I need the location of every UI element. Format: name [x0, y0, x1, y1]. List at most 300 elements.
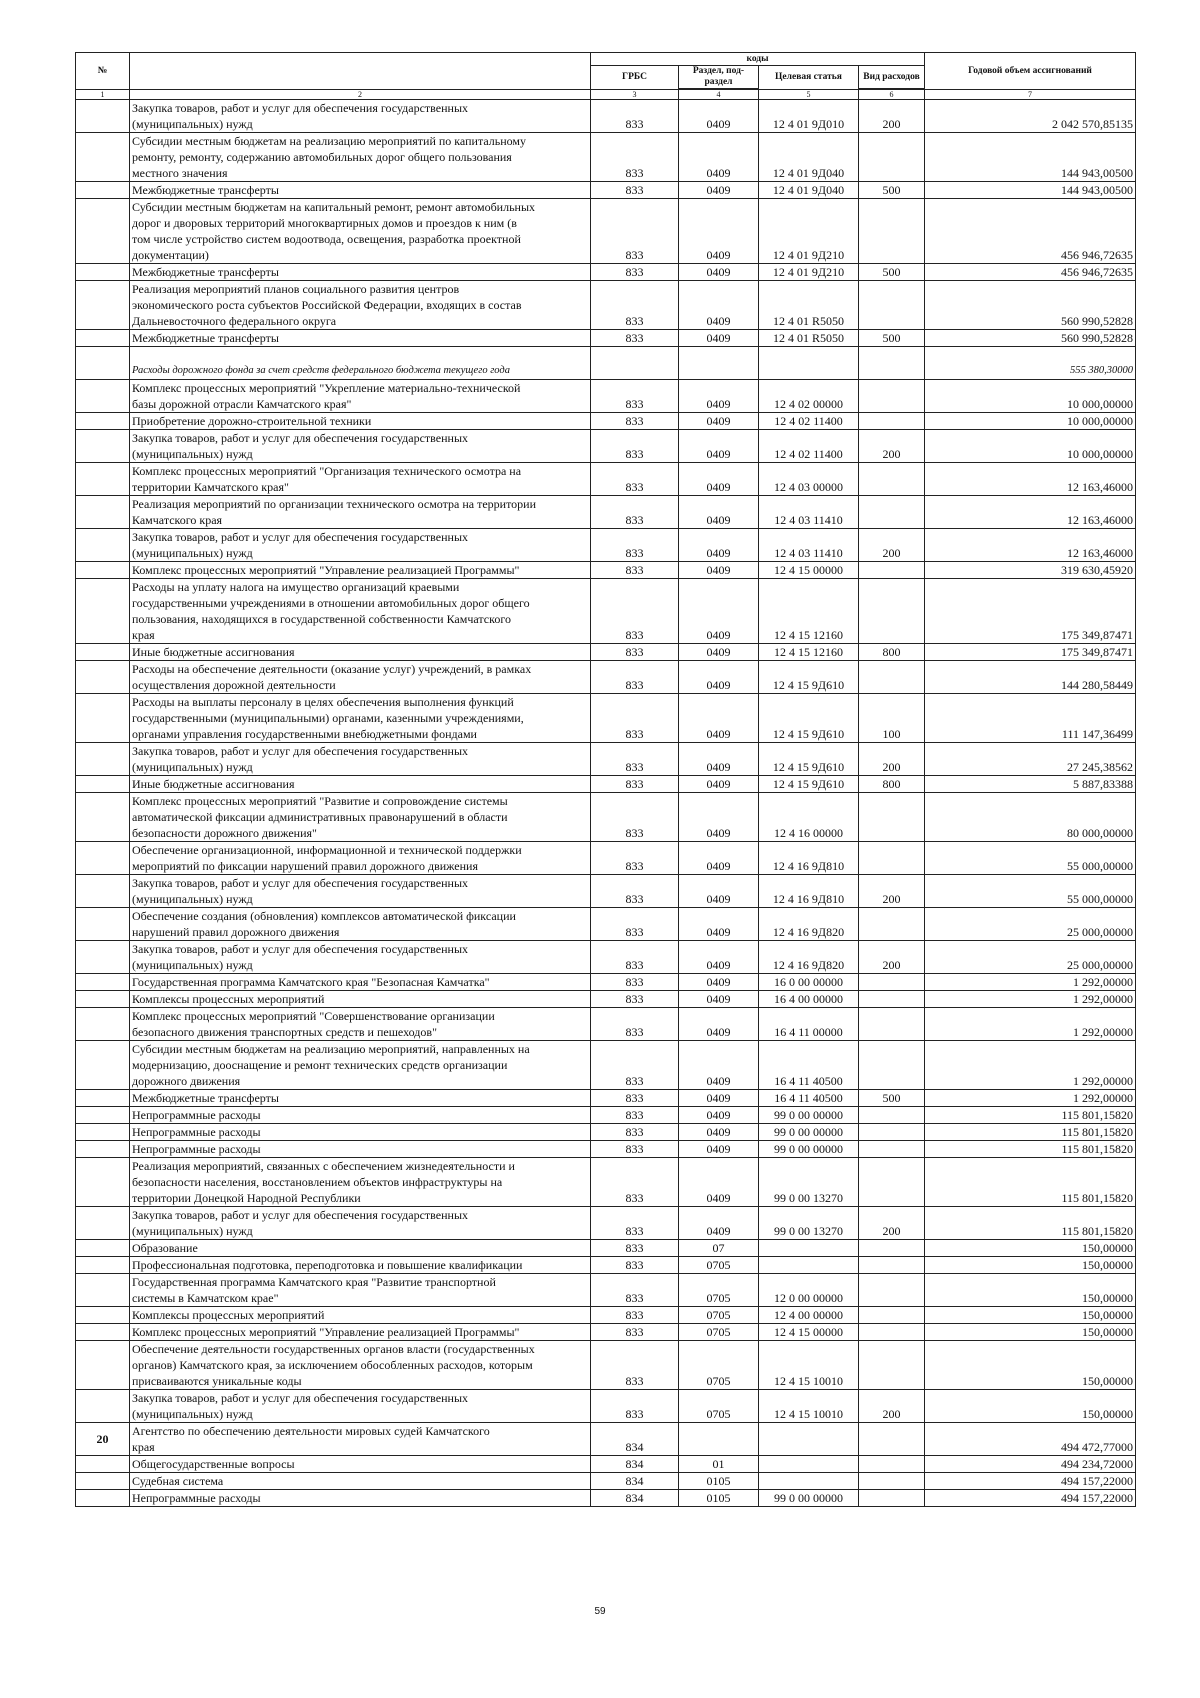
row-type [859, 1240, 925, 1257]
row-target: 16 4 11 40500 [759, 1041, 859, 1090]
row-target: 12 4 02 11400 [759, 413, 859, 430]
table-row [76, 1257, 1136, 1274]
row-target: 16 0 00 00000 [759, 974, 859, 991]
table-row [76, 1008, 1136, 1041]
row-number [76, 1257, 130, 1274]
row-number [76, 1390, 130, 1423]
row-name [130, 529, 591, 562]
row-grbs: 833 [591, 793, 679, 842]
row-name [130, 661, 591, 694]
row-amount: 494 157,22000 [925, 1490, 1136, 1507]
row-target: 12 4 15 10010 [759, 1341, 859, 1390]
row-name-line: дорог и дворовых территорий многоквартирных домов и проездов к ним (в [132, 216, 517, 230]
table-row [76, 1141, 1136, 1158]
row-number [76, 1158, 130, 1207]
header-type: Вид расходов [859, 66, 925, 89]
row-grbs: 833 [591, 1240, 679, 1257]
header-section: Раздел, под-раздел [679, 66, 759, 89]
row-name [130, 644, 591, 661]
row-name [130, 1107, 591, 1124]
row-name [130, 347, 591, 380]
row-name-line: модернизацию, дооснащение и ремонт технических средств организации [132, 1058, 508, 1072]
table-row [76, 694, 1136, 743]
row-grbs: 833 [591, 529, 679, 562]
row-name-line: Государственная программа Камчатского края "Безопасная Камчатка" [132, 975, 490, 989]
row-name [130, 991, 591, 1008]
table-header [76, 53, 1136, 100]
table-row [76, 1456, 1136, 1473]
row-amount: 555 380,30000 [925, 347, 1136, 380]
row-name-line: Межбюджетные трансферты [132, 331, 279, 345]
row-target: 12 4 16 00000 [759, 793, 859, 842]
row-type [859, 496, 925, 529]
row-name-line: (муниципальных) нужд [132, 1224, 253, 1238]
row-target: 12 4 15 00000 [759, 1324, 859, 1341]
row-name [130, 264, 591, 281]
row-type [859, 1324, 925, 1341]
row-target: 99 0 00 00000 [759, 1107, 859, 1124]
row-section: 0409 [679, 264, 759, 281]
row-amount: 150,00000 [925, 1240, 1136, 1257]
row-amount: 144 943,00500 [925, 133, 1136, 182]
table-row [76, 463, 1136, 496]
row-type: 200 [859, 875, 925, 908]
header-amount: Годовой объем ассигнований [925, 53, 1136, 90]
row-name-line: территории Камчатского края" [132, 480, 289, 494]
row-name-line: Непрограммные расходы [132, 1142, 261, 1156]
table-row [76, 496, 1136, 529]
row-name-line [132, 347, 588, 363]
row-amount: 5 887,83388 [925, 776, 1136, 793]
table-row [76, 1490, 1136, 1507]
row-name [130, 463, 591, 496]
row-name-line: местного значения [132, 166, 228, 180]
row-name-line: Закупка товаров, работ и услуг для обеспечения государственных [132, 431, 469, 445]
row-grbs: 833 [591, 562, 679, 579]
row-target: 99 0 00 00000 [759, 1124, 859, 1141]
row-name [130, 1158, 591, 1207]
row-name [130, 842, 591, 875]
row-name-line: присваиваются уникальные коды [132, 1374, 302, 1388]
table-row [76, 330, 1136, 347]
row-amount: 150,00000 [925, 1257, 1136, 1274]
row-name-line: том числе устройство систем водоотвода, освещения, разработка проектной [132, 232, 521, 246]
table-row [76, 1307, 1136, 1324]
row-target: 12 4 16 9Д820 [759, 908, 859, 941]
table-row [76, 281, 1136, 330]
row-name-line: Межбюджетные трансферты [132, 183, 279, 197]
table-row [76, 1207, 1136, 1240]
row-number [76, 562, 130, 579]
row-section: 0409 [679, 1124, 759, 1141]
budget-table [75, 52, 1136, 1507]
row-grbs: 833 [591, 133, 679, 182]
row-amount: 150,00000 [925, 1341, 1136, 1390]
row-section: 0705 [679, 1324, 759, 1341]
row-name-line: Реализация мероприятий по организации технического осмотра на территории [132, 497, 537, 511]
row-type [859, 1124, 925, 1141]
table-row [76, 264, 1136, 281]
row-section: 0409 [679, 974, 759, 991]
table-row [76, 644, 1136, 661]
row-target: 12 4 03 00000 [759, 463, 859, 496]
row-type [859, 579, 925, 644]
row-number [76, 182, 130, 199]
table-row [76, 974, 1136, 991]
row-name-line: Агентство по обеспечению деятельности мировых судей Камчатского [132, 1424, 490, 1438]
row-amount: 144 943,00500 [925, 182, 1136, 199]
row-amount: 80 000,00000 [925, 793, 1136, 842]
table-row [76, 1158, 1136, 1207]
table-row [76, 1124, 1136, 1141]
table-row [76, 743, 1136, 776]
table-row [76, 562, 1136, 579]
row-target: 12 4 15 9Д610 [759, 694, 859, 743]
row-section: 0409 [679, 562, 759, 579]
row-target [759, 1240, 859, 1257]
row-number [76, 941, 130, 974]
budget-sheet [75, 52, 1135, 1507]
row-name-line: нарушений правил дорожного движения [132, 925, 340, 939]
row-number: 20 [76, 1423, 130, 1456]
row-type [859, 562, 925, 579]
row-section: 0409 [679, 100, 759, 133]
row-number [76, 347, 130, 380]
row-amount: 2 042 570,85135 [925, 100, 1136, 133]
row-number [76, 776, 130, 793]
row-type [859, 1141, 925, 1158]
header-target: Целевая статья [759, 66, 859, 90]
row-section: 0409 [679, 430, 759, 463]
row-type [859, 413, 925, 430]
col-number: 5 [759, 90, 859, 100]
row-name-line: дорожного движения [132, 1074, 241, 1088]
header-name [130, 53, 591, 90]
row-amount: 10 000,00000 [925, 430, 1136, 463]
row-name [130, 1490, 591, 1507]
row-grbs: 833 [591, 842, 679, 875]
table-row [76, 1473, 1136, 1490]
row-name-line: Закупка товаров, работ и услуг для обеспечения государственных [132, 942, 469, 956]
row-amount: 150,00000 [925, 1307, 1136, 1324]
row-target: 12 4 01 R5050 [759, 281, 859, 330]
row-name-line: (муниципальных) нужд [132, 546, 253, 560]
row-name-line: Расходы на выплаты персоналу в целях обеспечения выполнения функций [132, 695, 514, 709]
row-section: 0409 [679, 793, 759, 842]
row-type [859, 1423, 925, 1456]
row-grbs: 833 [591, 1041, 679, 1090]
row-section: 0409 [679, 875, 759, 908]
row-name-line: Реализация мероприятий, связанных с обеспечением жизнедеятельности и [132, 1159, 515, 1173]
row-name [130, 496, 591, 529]
row-type: 200 [859, 1390, 925, 1423]
row-amount: 175 349,87471 [925, 579, 1136, 644]
row-name [130, 199, 591, 264]
table-row [76, 991, 1136, 1008]
row-target: 16 4 11 40500 [759, 1090, 859, 1107]
row-type [859, 1456, 925, 1473]
row-name [130, 100, 591, 133]
row-amount: 12 163,46000 [925, 529, 1136, 562]
row-number [76, 1107, 130, 1124]
table-row [76, 793, 1136, 842]
row-target: 16 4 00 00000 [759, 991, 859, 1008]
row-name [130, 743, 591, 776]
row-number [76, 842, 130, 875]
table-row [76, 199, 1136, 264]
row-name-line: органов) Камчатского края, за исключением обособленных расходов, которым [132, 1358, 533, 1372]
row-grbs: 833 [591, 1341, 679, 1390]
table-row [76, 182, 1136, 199]
row-number [76, 743, 130, 776]
row-grbs: 833 [591, 661, 679, 694]
row-grbs: 833 [591, 1124, 679, 1141]
row-type: 500 [859, 1090, 925, 1107]
row-number [76, 974, 130, 991]
table-row [76, 875, 1136, 908]
row-amount: 12 163,46000 [925, 463, 1136, 496]
row-target [759, 1257, 859, 1274]
row-name-line: края [132, 628, 155, 642]
row-type [859, 1490, 925, 1507]
table-row [76, 1274, 1136, 1307]
row-name [130, 413, 591, 430]
row-name-line: Закупка товаров, работ и услуг для обеспечения государственных [132, 530, 469, 544]
row-target: 12 4 15 12160 [759, 579, 859, 644]
row-name [130, 1341, 591, 1390]
row-target: 99 0 00 00000 [759, 1490, 859, 1507]
row-name-line: безопасного движения транспортных средств и пешеходов" [132, 1025, 437, 1039]
table-row [76, 579, 1136, 644]
row-amount: 1 292,00000 [925, 1008, 1136, 1041]
row-type [859, 1257, 925, 1274]
row-section: 0409 [679, 661, 759, 694]
row-grbs: 833 [591, 1008, 679, 1041]
row-name [130, 281, 591, 330]
row-grbs: 833 [591, 1090, 679, 1107]
row-name-line: Субсидии местным бюджетам на реализацию мероприятий, направленных на [132, 1042, 530, 1056]
row-number [76, 1008, 130, 1041]
row-name [130, 562, 591, 579]
row-target: 12 4 15 9Д610 [759, 776, 859, 793]
row-grbs: 833 [591, 743, 679, 776]
row-type [859, 908, 925, 941]
row-grbs: 833 [591, 644, 679, 661]
row-type [859, 1473, 925, 1490]
row-section [679, 347, 759, 380]
row-section: 0705 [679, 1341, 759, 1390]
row-amount: 319 630,45920 [925, 562, 1136, 579]
table-row [76, 529, 1136, 562]
column-numbers [76, 90, 1136, 100]
row-name-line: Реализация мероприятий планов социального развития центров [132, 282, 460, 296]
row-number [76, 529, 130, 562]
row-type [859, 1041, 925, 1090]
row-section [679, 1423, 759, 1456]
table-row [76, 1107, 1136, 1124]
row-number [76, 1240, 130, 1257]
row-name-line: (муниципальных) нужд [132, 958, 253, 972]
row-name [130, 1456, 591, 1473]
row-section: 0705 [679, 1307, 759, 1324]
row-amount: 55 000,00000 [925, 875, 1136, 908]
row-name [130, 330, 591, 347]
row-name [130, 133, 591, 182]
row-name-line: Непрограммные расходы [132, 1125, 261, 1139]
row-grbs: 833 [591, 579, 679, 644]
col-number: 2 [130, 90, 591, 100]
table-row [76, 1324, 1136, 1341]
row-name-line: Непрограммные расходы [132, 1108, 261, 1122]
row-name-line: Закупка товаров, работ и услуг для обеспечения государственных [132, 1208, 469, 1222]
row-name [130, 1041, 591, 1090]
row-type: 800 [859, 776, 925, 793]
row-section: 0409 [679, 694, 759, 743]
row-name [130, 1423, 591, 1456]
row-number [76, 463, 130, 496]
table-body [76, 100, 1136, 1507]
row-name [130, 908, 591, 941]
row-type [859, 1341, 925, 1390]
row-target: 12 4 16 9Д810 [759, 842, 859, 875]
row-target: 12 4 00 00000 [759, 1307, 859, 1324]
row-section: 0105 [679, 1473, 759, 1490]
table-row [76, 1240, 1136, 1257]
row-number [76, 1473, 130, 1490]
table-row [76, 430, 1136, 463]
row-grbs: 833 [591, 1390, 679, 1423]
row-amount: 111 147,36499 [925, 694, 1136, 743]
row-amount: 115 801,15820 [925, 1207, 1136, 1240]
row-amount: 115 801,15820 [925, 1158, 1136, 1207]
row-type [859, 842, 925, 875]
row-amount: 1 292,00000 [925, 974, 1136, 991]
table-row [76, 347, 1136, 380]
page-number: 59 [594, 1606, 606, 1617]
row-section: 0409 [679, 908, 759, 941]
header-grbs: ГРБС [591, 66, 679, 90]
row-name-line: ремонту, ремонту, содержанию автомобильных дорог общего пользования [132, 150, 512, 164]
row-target: 12 4 01 9Д210 [759, 199, 859, 264]
row-grbs: 833 [591, 1324, 679, 1341]
row-name-line: Межбюджетные трансферты [132, 1091, 279, 1105]
table-row [76, 1041, 1136, 1090]
row-name-line: Комплекс процессных мероприятий "Организация технического осмотра на [132, 464, 522, 478]
row-type [859, 380, 925, 413]
row-name-line: Комплексы процессных мероприятий [132, 992, 325, 1006]
row-type [859, 281, 925, 330]
row-name-line: края [132, 1440, 155, 1454]
row-name-line: документации) [132, 248, 209, 262]
row-name [130, 1240, 591, 1257]
row-number [76, 1341, 130, 1390]
row-type [859, 1008, 925, 1041]
row-name-line: Обеспечение создания (обновления) комплексов автоматической фиксации [132, 909, 516, 923]
row-grbs: 833 [591, 694, 679, 743]
row-name [130, 430, 591, 463]
table-row [76, 908, 1136, 941]
row-grbs: 833 [591, 463, 679, 496]
row-section: 0409 [679, 1158, 759, 1207]
row-amount: 175 349,87471 [925, 644, 1136, 661]
row-amount: 10 000,00000 [925, 413, 1136, 430]
row-name [130, 182, 591, 199]
row-grbs: 833 [591, 1274, 679, 1307]
row-amount: 115 801,15820 [925, 1141, 1136, 1158]
table-row [76, 413, 1136, 430]
row-target [759, 1456, 859, 1473]
table-row [76, 661, 1136, 694]
row-name-line: государственными учреждениями в отношении автомобильных дорог общего [132, 596, 530, 610]
row-type [859, 347, 925, 380]
row-type: 800 [859, 644, 925, 661]
row-name-line: Комплекс процессных мероприятий "Развитие и сопровождение системы [132, 794, 508, 808]
row-amount: 25 000,00000 [925, 941, 1136, 974]
row-number [76, 1041, 130, 1090]
row-section: 0409 [679, 1141, 759, 1158]
row-section: 01 [679, 1456, 759, 1473]
row-name [130, 941, 591, 974]
row-name-line: Профессиональная подготовка, переподготовка и повышение квалификации [132, 1258, 523, 1272]
row-grbs: 833 [591, 413, 679, 430]
row-section: 0409 [679, 776, 759, 793]
row-target [759, 347, 859, 380]
row-target: 12 4 03 11410 [759, 496, 859, 529]
row-name [130, 776, 591, 793]
row-section: 0409 [679, 991, 759, 1008]
row-name-line: Иные бюджетные ассигнования [132, 645, 295, 659]
row-number [76, 661, 130, 694]
row-type: 200 [859, 100, 925, 133]
row-name-line: Субсидии местным бюджетам на капитальный ремонт, ремонт автомобильных [132, 200, 536, 214]
row-section: 0409 [679, 644, 759, 661]
row-name [130, 1124, 591, 1141]
row-type: 200 [859, 529, 925, 562]
row-number [76, 644, 130, 661]
row-number [76, 1141, 130, 1158]
row-grbs: 833 [591, 199, 679, 264]
row-type [859, 661, 925, 694]
row-target: 12 4 01 9Д040 [759, 133, 859, 182]
table-row [76, 1341, 1136, 1390]
row-target: 12 4 15 9Д610 [759, 743, 859, 776]
row-name-line: Расходы дорожного фонда за счет средств федерального бюджета текущего года [132, 365, 510, 376]
row-type [859, 133, 925, 182]
row-amount: 115 801,15820 [925, 1124, 1136, 1141]
row-amount: 150,00000 [925, 1390, 1136, 1423]
row-amount: 456 946,72635 [925, 199, 1136, 264]
row-number [76, 1307, 130, 1324]
row-number [76, 100, 130, 133]
row-target: 12 4 01 9Д040 [759, 182, 859, 199]
row-type: 200 [859, 941, 925, 974]
row-name-line: (муниципальных) нужд [132, 760, 253, 774]
row-name-line: Расходы на обеспечение деятельности (оказание услуг) учреждений, в рамках [132, 662, 532, 676]
row-grbs: 833 [591, 1307, 679, 1324]
row-type [859, 991, 925, 1008]
row-name-line: пользования, находящихся в государственной собственности Камчатского [132, 612, 511, 626]
row-number [76, 264, 130, 281]
row-target [759, 1423, 859, 1456]
row-target: 12 4 15 12160 [759, 644, 859, 661]
row-type: 500 [859, 182, 925, 199]
row-number [76, 694, 130, 743]
row-number [76, 1490, 130, 1507]
row-name-line: Комплекс процессных мероприятий "Укрепление материально-технической [132, 381, 521, 395]
row-number [76, 1456, 130, 1473]
row-name [130, 694, 591, 743]
row-section: 0409 [679, 1107, 759, 1124]
